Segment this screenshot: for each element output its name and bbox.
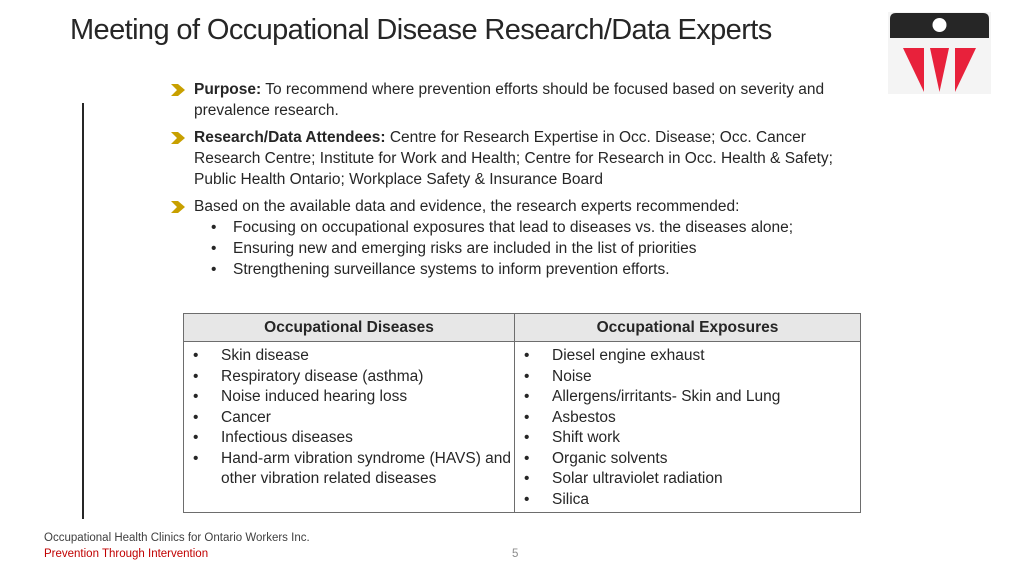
- bullet-dot: •: [193, 408, 199, 426]
- bullet-dot: •: [524, 367, 530, 385]
- slide-title: Meeting of Occupational Disease Research/Data Experts: [70, 14, 772, 46]
- list-item: • Hand-arm vibration syndrome (HAVS) and other vibration related diseases: [193, 449, 512, 487]
- bullet-dot: •: [524, 408, 530, 426]
- purpose-label: Purpose:: [194, 81, 262, 98]
- list-item: • Organic solvents: [515, 449, 860, 470]
- list-item: • Focusing on occupational exposures that lead to diseases vs. the diseases alone;: [211, 219, 794, 236]
- bullet-dot: •: [524, 470, 530, 487]
- chevron-right-icon: [170, 199, 186, 215]
- bullet-dot: •: [193, 367, 199, 385]
- list-item: • Asbestos: [515, 408, 860, 429]
- list-item: • Noise: [515, 367, 860, 388]
- list-item: • Allergens/irritants- Skin and Lung: [515, 387, 860, 408]
- table-header-row: [184, 314, 861, 342]
- exposures-list: [515, 346, 860, 510]
- bullet-dot: •: [193, 449, 199, 467]
- footer-tagline: Prevention Through Intervention: [44, 548, 209, 560]
- bullet-purpose: [170, 79, 850, 121]
- bullet-dot: •: [193, 429, 199, 446]
- ohcow-logo: [888, 12, 991, 94]
- attendees-label: Research/Data Attendees:: [194, 129, 386, 146]
- list-item: • Skin disease: [184, 346, 514, 367]
- bullet-recommendations: [170, 196, 850, 280]
- recommendations-list: [194, 217, 850, 280]
- accent-divider: [82, 103, 84, 519]
- bullet-list: [170, 79, 850, 286]
- page-number: 5: [512, 548, 519, 560]
- list-item: • Infectious diseases: [184, 428, 514, 449]
- list-item: • Noise induced hearing loss: [184, 387, 514, 408]
- bullet-dot: •: [193, 347, 199, 364]
- exposures-cell: [515, 342, 861, 513]
- diseases-list: [184, 346, 514, 490]
- disease-exposure-table: [183, 313, 861, 513]
- bullet-dot: •: [524, 388, 530, 405]
- recommendations-intro: Based on the available data and evidence, the research experts recommended:: [194, 198, 740, 215]
- bullet-dot: •: [524, 347, 530, 364]
- list-item: • Shift work: [515, 428, 860, 449]
- diseases-cell: [184, 342, 515, 513]
- list-item: • Respiratory disease (asthma): [184, 367, 514, 388]
- list-item: • Solar ultraviolet radiation: [515, 469, 860, 490]
- chevron-right-icon: [170, 82, 186, 98]
- bullet-dot: •: [524, 429, 530, 446]
- list-item: • Strengthening surveillance systems to inform prevention efforts.: [211, 261, 670, 278]
- bullet-dot: •: [211, 261, 217, 278]
- bullet-dot: •: [524, 449, 530, 467]
- list-item: • Ensuring new and emerging risks are included in the list of priorities: [211, 240, 697, 257]
- list-item: • Silica: [515, 490, 860, 511]
- header-exposures: Occupational Exposures: [515, 314, 861, 342]
- bullet-dot: •: [211, 219, 217, 236]
- bullet-dot: •: [211, 240, 217, 257]
- chevron-right-icon: [170, 130, 186, 146]
- list-item: • Diesel engine exhaust: [515, 346, 860, 367]
- list-item: • Cancer: [184, 408, 514, 429]
- bullet-dot: •: [193, 388, 199, 405]
- header-diseases: Occupational Diseases: [184, 314, 515, 342]
- footer-organization: Occupational Health Clinics for Ontario Workers Inc.: [44, 532, 310, 544]
- bullet-attendees: [170, 127, 850, 190]
- table-row: [184, 342, 861, 513]
- purpose-text: To recommend where prevention efforts should be focused based on severity and prevalence research.: [194, 81, 825, 119]
- attendees-text: Centre for Research Expertise in Occ. Disease; Occ. Cancer Research Centre; Institute for Work and Health; Centre for Research in Occ. Health & Safety; Public Health Ontario; Workplace Safety & Insurance Board: [194, 129, 833, 188]
- bullet-dot: •: [524, 490, 530, 508]
